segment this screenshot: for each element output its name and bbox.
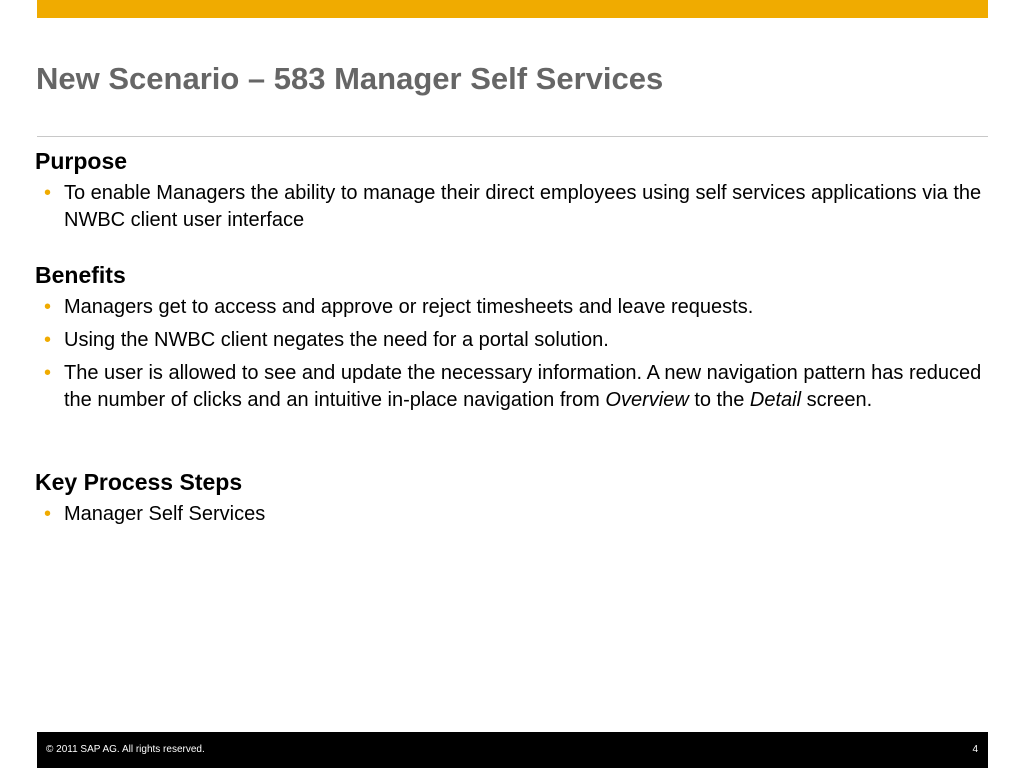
list-item <box>35 180 985 234</box>
bullet-icon: • <box>44 503 52 525</box>
detail-term: Detail <box>749 389 802 411</box>
overview-term: Overview <box>605 389 689 411</box>
copyright-text: © 2011 SAP AG. All rights reserved. <box>46 744 205 755</box>
title-divider <box>37 136 988 137</box>
benefit-text-part2: to the <box>688 389 750 411</box>
benefit-text-part1: The user is allowed to see and update the necessary information. A new navigation pattern has reduced the number of clicks and an intuitive in-place navigation from <box>64 362 982 411</box>
purpose-item-text: To enable Managers the ability to manage their direct employees using self services applications via the NWBC client user interface <box>64 182 982 231</box>
bullet-icon: • <box>44 182 52 204</box>
list-item <box>35 501 985 528</box>
benefit-item-text: Managers get to access and approve or reject timesheets and leave requests. <box>64 296 754 318</box>
footer-bar <box>37 732 988 768</box>
benefit-item-text: Using the NWBC client negates the need for a portal solution. <box>64 329 609 351</box>
key-steps-section <box>35 467 985 534</box>
slide-title: New Scenario – 583 Manager Self Services <box>36 61 664 96</box>
purpose-heading: Purpose <box>35 148 128 174</box>
list-item <box>35 327 985 354</box>
top-accent-bar <box>37 0 988 18</box>
benefits-list <box>35 294 985 414</box>
bullet-icon: • <box>44 362 52 384</box>
benefits-heading: Benefits <box>35 262 126 288</box>
benefit-item-text <box>64 362 981 411</box>
key-steps-list <box>35 501 985 528</box>
bullet-icon: • <box>44 329 52 351</box>
list-item <box>35 294 985 321</box>
key-steps-heading: Key Process Steps <box>35 469 243 495</box>
benefits-section <box>35 260 985 420</box>
purpose-section <box>35 146 985 240</box>
benefit-text-part3: screen. <box>801 389 873 411</box>
page-number: 4 <box>972 744 978 755</box>
list-item <box>35 360 985 414</box>
key-step-item-text: Manager Self Services <box>64 503 266 525</box>
bullet-icon: • <box>44 296 52 318</box>
purpose-list <box>35 180 985 234</box>
